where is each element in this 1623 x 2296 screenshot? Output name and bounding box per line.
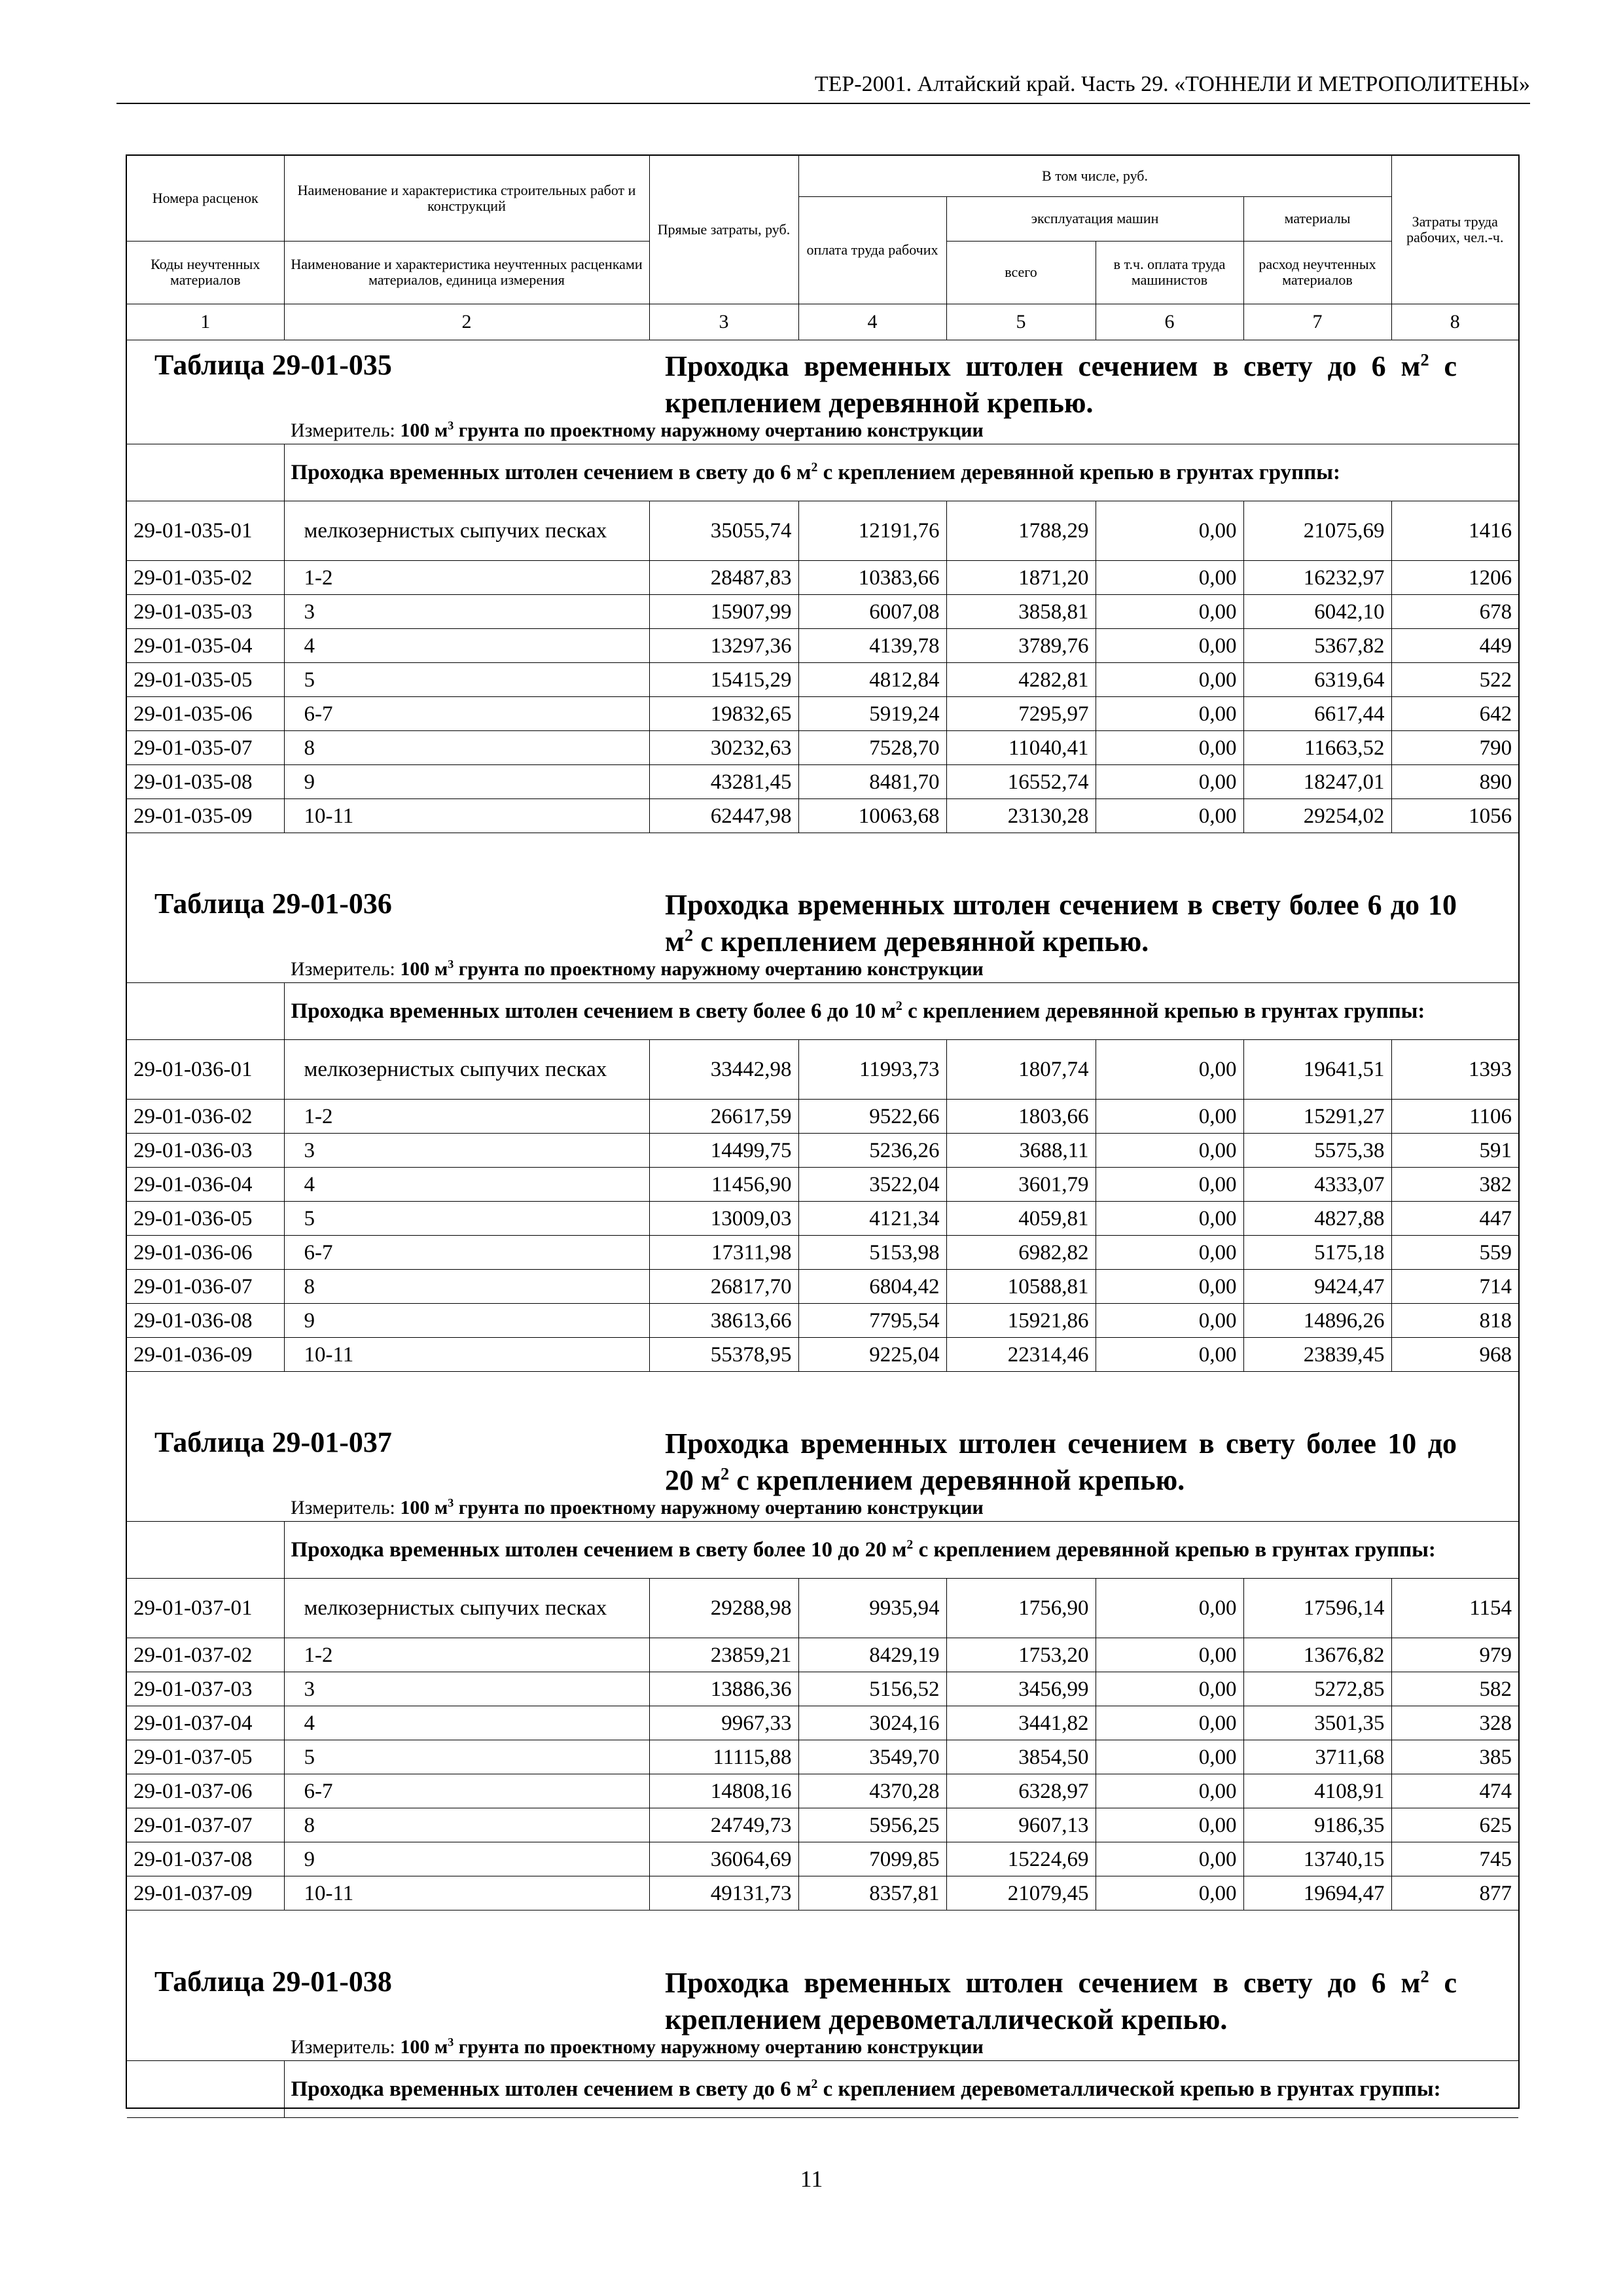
header-num-4: 4: [798, 304, 946, 340]
cell-direct-costs: 49131,73: [649, 1876, 798, 1910]
table-row: [127, 1270, 1518, 1304]
cell-machines-total: 1807,74: [946, 1040, 1096, 1100]
cell-materials: 14896,26: [1243, 1304, 1391, 1338]
cell-materials: 5272,85: [1243, 1672, 1391, 1706]
cell-worker-pay: 5156,52: [798, 1672, 946, 1706]
cell-direct-costs: 19832,65: [649, 697, 798, 731]
cell-worker-pay: 10063,68: [798, 799, 946, 833]
section-title: Проходка временных штолен сечением в свету более 10 до 20 $м^2$ с креплением деревянной крепью.: [665, 1427, 1457, 1496]
group-caption: Проходка временных штолен сечением в свету до 6 $м^2$ с креплением деревянной крепью в грунтах группы:: [284, 444, 1518, 501]
cell-operator-pay: 0,00: [1096, 1100, 1243, 1134]
price-table: [126, 154, 1520, 2109]
header-num-1: 1: [127, 304, 284, 340]
cell-materials: 11663,52: [1243, 731, 1391, 765]
cell-rate-code: 29-01-036-09: [127, 1338, 284, 1372]
header-machines-total: всего: [946, 241, 1096, 304]
cell-labor-costs: 714: [1391, 1270, 1518, 1304]
cell-machines-total: 22314,46: [946, 1338, 1096, 1372]
cell-direct-costs: 30232,63: [649, 731, 798, 765]
cell-labor-costs: 522: [1391, 663, 1518, 697]
cell-worker-pay: 3549,70: [798, 1740, 946, 1774]
section-number: Таблица 29-01-035: [154, 349, 392, 381]
cell-rate-code: 29-01-037-09: [127, 1876, 284, 1910]
cell-materials: 17596,14: [1243, 1579, 1391, 1638]
cell-direct-costs: 14808,16: [649, 1774, 798, 1808]
cell-soil-group: 4: [284, 1706, 649, 1740]
cell-worker-pay: 6007,08: [798, 595, 946, 629]
cell-rate-code: 29-01-035-07: [127, 731, 284, 765]
header-work-name: Наименование и характеристика строительных работ и конструкций: [284, 156, 649, 241]
cell-labor-costs: 790: [1391, 731, 1518, 765]
cell-direct-costs: 26617,59: [649, 1100, 798, 1134]
cell-operator-pay: 0,00: [1096, 1236, 1243, 1270]
cell-machines-total: 7295,97: [946, 697, 1096, 731]
cell-machines-total: 3854,50: [946, 1740, 1096, 1774]
cell-direct-costs: 55378,95: [649, 1338, 798, 1372]
cell-soil-group: 9: [284, 1304, 649, 1338]
header-labor-costs: Затраты труда рабочих, чел.-ч.: [1391, 156, 1518, 304]
cell-soil-group: 8: [284, 1808, 649, 1842]
cell-operator-pay: 0,00: [1096, 1134, 1243, 1168]
cell-labor-costs: 890: [1391, 765, 1518, 799]
cell-direct-costs: 13297,36: [649, 629, 798, 663]
cell-machines-total: 21079,45: [946, 1876, 1096, 1910]
cell-labor-costs: 678: [1391, 595, 1518, 629]
column-header: [127, 156, 1518, 340]
cell-machines-total: 3789,76: [946, 629, 1096, 663]
cell-materials: 23839,45: [1243, 1338, 1391, 1372]
rates-table: [127, 444, 1518, 833]
cell-operator-pay: 0,00: [1096, 501, 1243, 561]
table-row: [127, 1842, 1518, 1876]
cell-direct-costs: 38613,66: [649, 1304, 798, 1338]
cell-operator-pay: 0,00: [1096, 595, 1243, 629]
cell-machines-total: 11040,41: [946, 731, 1096, 765]
cell-operator-pay: 0,00: [1096, 1672, 1243, 1706]
cell-soil-group: 5: [284, 1202, 649, 1236]
cell-materials: 6319,64: [1243, 663, 1391, 697]
section-number: Таблица 29-01-036: [154, 888, 392, 920]
cell-direct-costs: 14499,75: [649, 1134, 798, 1168]
cell-operator-pay: 0,00: [1096, 765, 1243, 799]
table-row: [127, 1774, 1518, 1808]
cell-materials: 3711,68: [1243, 1740, 1391, 1774]
cell-direct-costs: 36064,69: [649, 1842, 798, 1876]
cell-materials: 19641,51: [1243, 1040, 1391, 1100]
cell-direct-costs: 35055,74: [649, 501, 798, 561]
cell-direct-costs: 11115,88: [649, 1740, 798, 1774]
cell-worker-pay: 7795,54: [798, 1304, 946, 1338]
cell-labor-costs: 1056: [1391, 799, 1518, 833]
cell-operator-pay: 0,00: [1096, 1202, 1243, 1236]
cell-labor-costs: 385: [1391, 1740, 1518, 1774]
cell-operator-pay: 0,00: [1096, 1876, 1243, 1910]
section-heading: [141, 340, 1516, 419]
cell-soil-group: 6-7: [284, 1774, 649, 1808]
cell-machines-total: 3441,82: [946, 1706, 1096, 1740]
cell-labor-costs: 1106: [1391, 1100, 1518, 1134]
cell-rate-code: 29-01-035-09: [127, 799, 284, 833]
cell-materials: 9186,35: [1243, 1808, 1391, 1842]
cell-machines-total: 3456,99: [946, 1672, 1096, 1706]
cell-machines-total: 1788,29: [946, 501, 1096, 561]
cell-labor-costs: 449: [1391, 629, 1518, 663]
cell-direct-costs: 9967,33: [649, 1706, 798, 1740]
cell-labor-costs: 474: [1391, 1774, 1518, 1808]
cell-machines-total: 4282,81: [946, 663, 1096, 697]
cell-rate-code: 29-01-035-06: [127, 697, 284, 731]
cell-rate-code: 29-01-037-07: [127, 1808, 284, 1842]
cell-worker-pay: 5956,25: [798, 1808, 946, 1842]
cell-operator-pay: 0,00: [1096, 1774, 1243, 1808]
measure-unit: Измеритель: 100 $м^3$ грунта по проектному наружному очертанию конструкции: [291, 1496, 984, 1518]
cell-worker-pay: 5236,26: [798, 1134, 946, 1168]
table-row: [127, 1808, 1518, 1842]
cell-materials: 5575,38: [1243, 1134, 1391, 1168]
cell-machines-total: 4059,81: [946, 1202, 1096, 1236]
cell-labor-costs: 1416: [1391, 501, 1518, 561]
table-row: [127, 1638, 1518, 1672]
cell-operator-pay: 0,00: [1096, 1338, 1243, 1372]
cell-rate-code: 29-01-037-06: [127, 1774, 284, 1808]
table-row: [127, 1672, 1518, 1706]
table-row: [127, 1740, 1518, 1774]
group-row: [127, 1522, 1518, 1579]
cell-labor-costs: 877: [1391, 1876, 1518, 1910]
table-row: [127, 1168, 1518, 1202]
cell-materials: 3501,35: [1243, 1706, 1391, 1740]
cell-labor-costs: 625: [1391, 1808, 1518, 1842]
cell-direct-costs: 17311,98: [649, 1236, 798, 1270]
cell-operator-pay: 0,00: [1096, 731, 1243, 765]
cell-labor-costs: 1206: [1391, 561, 1518, 595]
cell-materials: 13740,15: [1243, 1842, 1391, 1876]
cell-worker-pay: 4812,84: [798, 663, 946, 697]
rates-table: [127, 2060, 1518, 2118]
cell-rate-code: 29-01-037-04: [127, 1706, 284, 1740]
table-row: [127, 1338, 1518, 1372]
cell-operator-pay: 0,00: [1096, 1808, 1243, 1842]
header-material-name: Наименование и характеристика неучтенных расценками материалов, единица измерения: [284, 241, 649, 304]
cell-worker-pay: 9935,94: [798, 1579, 946, 1638]
cell-worker-pay: 8481,70: [798, 765, 946, 799]
cell-materials: 15291,27: [1243, 1100, 1391, 1134]
measure-unit: Измеритель: 100 $м^3$ грунта по проектному наружному очертанию конструкции: [291, 2036, 984, 2058]
cell-machines-total: 1756,90: [946, 1579, 1096, 1638]
cell-direct-costs: 33442,98: [649, 1040, 798, 1100]
cell-machines-total: 1753,20: [946, 1638, 1096, 1672]
group-caption: Проходка временных штолен сечением в свету до 6 $м^2$ с креплением деревометаллической крепью в грунтах группы:: [284, 2061, 1518, 2118]
cell-operator-pay: 0,00: [1096, 1270, 1243, 1304]
cell-worker-pay: 3024,16: [798, 1706, 946, 1740]
table-row: [127, 1876, 1518, 1910]
cell-rate-code: 29-01-036-08: [127, 1304, 284, 1338]
cell-labor-costs: 745: [1391, 1842, 1518, 1876]
cell-materials: 5367,82: [1243, 629, 1391, 663]
cell-soil-group: 3: [284, 1134, 649, 1168]
cell-rate-code: 29-01-037-08: [127, 1842, 284, 1876]
section-number: Таблица 29-01-037: [154, 1426, 392, 1458]
section-title: Проходка временных штолен сечением в свету до 6 $м^2$ с креплением деревянной крепью.: [665, 350, 1457, 419]
table-row: [127, 663, 1518, 697]
cell-soil-group: 6-7: [284, 1236, 649, 1270]
cell-materials: 4827,88: [1243, 1202, 1391, 1236]
table-row: [127, 501, 1518, 561]
group-row: [127, 2061, 1518, 2118]
cell-rate-code: 29-01-037-03: [127, 1672, 284, 1706]
cell-direct-costs: 24749,73: [649, 1808, 798, 1842]
group-row: [127, 983, 1518, 1040]
header-rate-number: Номера расценок: [127, 156, 284, 241]
section-title: Проходка временных штолен сечением в свету более 6 до 10 $м^2$ с креплением деревянной крепью.: [665, 889, 1457, 958]
table-row: [127, 1040, 1518, 1100]
section-number: Таблица 29-01-038: [154, 1965, 392, 1998]
header-materials: материалы: [1243, 196, 1391, 241]
cell-direct-costs: 28487,83: [649, 561, 798, 595]
cell-operator-pay: 0,00: [1096, 1579, 1243, 1638]
cell-direct-costs: 11456,90: [649, 1168, 798, 1202]
cell-materials: 9424,47: [1243, 1270, 1391, 1304]
cell-labor-costs: 968: [1391, 1338, 1518, 1372]
cell-soil-group: 10-11: [284, 1876, 649, 1910]
table-row: [127, 595, 1518, 629]
cell-machines-total: 3688,11: [946, 1134, 1096, 1168]
cell-soil-group: 8: [284, 1270, 649, 1304]
cell-machines-total: 3601,79: [946, 1168, 1096, 1202]
cell-labor-costs: 642: [1391, 697, 1518, 731]
cell-machines-total: 6982,82: [946, 1236, 1096, 1270]
cell-direct-costs: 13886,36: [649, 1672, 798, 1706]
table-row: [127, 561, 1518, 595]
cell-labor-costs: 591: [1391, 1134, 1518, 1168]
cell-worker-pay: 7099,85: [798, 1842, 946, 1876]
cell-soil-group: 1-2: [284, 1100, 649, 1134]
cell-labor-costs: 1154: [1391, 1579, 1518, 1638]
cell-rate-code: 29-01-036-07: [127, 1270, 284, 1304]
cell-materials: 16232,97: [1243, 561, 1391, 595]
cell-soil-group: мелкозернистых сыпучих песках: [284, 1040, 649, 1100]
page-header: ТЕР-2001. Алтайский край. Часть 29. «ТОННЕЛИ И МЕТРОПОЛИТЕНЫ»: [116, 69, 1530, 104]
cell-materials: 21075,69: [1243, 501, 1391, 561]
cell-labor-costs: 818: [1391, 1304, 1518, 1338]
cell-machines-total: 1871,20: [946, 561, 1096, 595]
cell-rate-code: 29-01-036-01: [127, 1040, 284, 1100]
cell-rate-code: 29-01-036-04: [127, 1168, 284, 1202]
cell-materials: 6042,10: [1243, 595, 1391, 629]
measure-unit: Измеритель: 100 $м^3$ грунта по проектному наружному очертанию конструкции: [291, 958, 984, 980]
cell-operator-pay: 0,00: [1096, 1706, 1243, 1740]
header-num-2: 2: [284, 304, 649, 340]
cell-soil-group: 5: [284, 663, 649, 697]
cell-rate-code: 29-01-036-06: [127, 1236, 284, 1270]
cell-rate-code: 29-01-036-02: [127, 1100, 284, 1134]
cell-worker-pay: 6804,42: [798, 1270, 946, 1304]
cell-operator-pay: 0,00: [1096, 663, 1243, 697]
cell-materials: 6617,44: [1243, 697, 1391, 731]
cell-operator-pay: 0,00: [1096, 1304, 1243, 1338]
cell-machines-total: 9607,13: [946, 1808, 1096, 1842]
cell-operator-pay: 0,00: [1096, 1740, 1243, 1774]
cell-worker-pay: 4370,28: [798, 1774, 946, 1808]
header-num-6: 6: [1096, 304, 1243, 340]
cell-labor-costs: 979: [1391, 1638, 1518, 1672]
header-machines: эксплуатация машин: [946, 196, 1243, 241]
cell-soil-group: 8: [284, 731, 649, 765]
cell-worker-pay: 8357,81: [798, 1876, 946, 1910]
cell-direct-costs: 62447,98: [649, 799, 798, 833]
cell-labor-costs: 1393: [1391, 1040, 1518, 1100]
cell-soil-group: 3: [284, 595, 649, 629]
cell-materials: 4108,91: [1243, 1774, 1391, 1808]
table-row: [127, 1579, 1518, 1638]
cell-soil-group: 1-2: [284, 561, 649, 595]
cell-materials: 4333,07: [1243, 1168, 1391, 1202]
cell-machines-total: 15224,69: [946, 1842, 1096, 1876]
cell-direct-costs: 13009,03: [649, 1202, 798, 1236]
header-including: В том числе, руб.: [798, 156, 1391, 196]
cell-rate-code: 29-01-036-03: [127, 1134, 284, 1168]
cell-rate-code: 29-01-036-05: [127, 1202, 284, 1236]
header-worker-pay: оплата труда рабочих: [798, 196, 946, 304]
group-row: [127, 444, 1518, 501]
cell-operator-pay: 0,00: [1096, 629, 1243, 663]
cell-labor-costs: 382: [1391, 1168, 1518, 1202]
cell-direct-costs: 29288,98: [649, 1579, 798, 1638]
table-row: [127, 1304, 1518, 1338]
cell-worker-pay: 4121,34: [798, 1202, 946, 1236]
rates-table: [127, 982, 1518, 1372]
cell-worker-pay: 11993,73: [798, 1040, 946, 1100]
cell-labor-costs: 559: [1391, 1236, 1518, 1270]
header-unaccounted-materials: расход неучтенных материалов: [1243, 241, 1391, 304]
cell-materials: 18247,01: [1243, 765, 1391, 799]
cell-rate-code: 29-01-037-05: [127, 1740, 284, 1774]
cell-soil-group: 10-11: [284, 1338, 649, 1372]
header-num-7: 7: [1243, 304, 1391, 340]
table-row: [127, 1134, 1518, 1168]
header-num-8: 8: [1391, 304, 1518, 340]
header-operator-pay: в т.ч. оплата труда машинистов: [1096, 241, 1243, 304]
cell-labor-costs: 582: [1391, 1672, 1518, 1706]
table-row: [127, 799, 1518, 833]
cell-rate-code: 29-01-037-02: [127, 1638, 284, 1672]
cell-worker-pay: 10383,66: [798, 561, 946, 595]
group-caption: Проходка временных штолен сечением в свету более 10 до 20 $м^2$ с креплением деревянной крепью в грунтах группы:: [284, 1522, 1518, 1579]
cell-operator-pay: 0,00: [1096, 799, 1243, 833]
header-num-5: 5: [946, 304, 1096, 340]
cell-rate-code: 29-01-035-03: [127, 595, 284, 629]
cell-machines-total: 23130,28: [946, 799, 1096, 833]
cell-soil-group: мелкозернистых сыпучих песках: [284, 1579, 649, 1638]
cell-machines-total: 16552,74: [946, 765, 1096, 799]
cell-soil-group: 3: [284, 1672, 649, 1706]
cell-worker-pay: 12191,76: [798, 501, 946, 561]
section-heading: [141, 1957, 1516, 2036]
cell-soil-group: 9: [284, 765, 649, 799]
cell-rate-code: 29-01-035-01: [127, 501, 284, 561]
cell-machines-total: 1803,66: [946, 1100, 1096, 1134]
table-row: [127, 1706, 1518, 1740]
header-direct-costs: Прямые затраты, руб.: [649, 156, 798, 304]
cell-direct-costs: 15415,29: [649, 663, 798, 697]
cell-operator-pay: 0,00: [1096, 1638, 1243, 1672]
header-num-3: 3: [649, 304, 798, 340]
table-row: [127, 731, 1518, 765]
cell-worker-pay: 5153,98: [798, 1236, 946, 1270]
cell-worker-pay: 5919,24: [798, 697, 946, 731]
cell-soil-group: 1-2: [284, 1638, 649, 1672]
table-row: [127, 1202, 1518, 1236]
cell-worker-pay: 3522,04: [798, 1168, 946, 1202]
cell-worker-pay: 8429,19: [798, 1638, 946, 1672]
cell-materials: 29254,02: [1243, 799, 1391, 833]
cell-machines-total: 10588,81: [946, 1270, 1096, 1304]
cell-soil-group: 9: [284, 1842, 649, 1876]
table-row: [127, 1236, 1518, 1270]
cell-worker-pay: 4139,78: [798, 629, 946, 663]
cell-operator-pay: 0,00: [1096, 1040, 1243, 1100]
table-row: [127, 765, 1518, 799]
cell-operator-pay: 0,00: [1096, 1842, 1243, 1876]
cell-operator-pay: 0,00: [1096, 1168, 1243, 1202]
measure-unit: Измеритель: 100 $м^3$ грунта по проектному наружному очертанию конструкции: [291, 419, 984, 441]
table-row: [127, 1100, 1518, 1134]
page-number: 11: [800, 2166, 823, 2192]
cell-materials: 13676,82: [1243, 1638, 1391, 1672]
cell-soil-group: 4: [284, 629, 649, 663]
cell-worker-pay: 9225,04: [798, 1338, 946, 1372]
rates-table: [127, 1521, 1518, 1910]
cell-rate-code: 29-01-035-04: [127, 629, 284, 663]
cell-worker-pay: 7528,70: [798, 731, 946, 765]
section-heading: [141, 879, 1516, 958]
cell-materials: 5175,18: [1243, 1236, 1391, 1270]
cell-rate-code: 29-01-035-08: [127, 765, 284, 799]
section-heading: [141, 1418, 1516, 1496]
table-row: [127, 697, 1518, 731]
cell-soil-group: мелкозернистых сыпучих песках: [284, 501, 649, 561]
cell-machines-total: 6328,97: [946, 1774, 1096, 1808]
cell-soil-group: 4: [284, 1168, 649, 1202]
cell-machines-total: 3858,81: [946, 595, 1096, 629]
cell-operator-pay: 0,00: [1096, 697, 1243, 731]
header-material-codes: Коды неучтенных материалов: [127, 241, 284, 304]
cell-materials: 19694,47: [1243, 1876, 1391, 1910]
cell-direct-costs: 23859,21: [649, 1638, 798, 1672]
cell-labor-costs: 328: [1391, 1706, 1518, 1740]
cell-machines-total: 15921,86: [946, 1304, 1096, 1338]
group-caption: Проходка временных штолен сечением в свету более 6 до 10 $м^2$ с креплением деревянной крепью в грунтах группы:: [284, 983, 1518, 1040]
cell-rate-code: 29-01-035-02: [127, 561, 284, 595]
cell-direct-costs: 26817,70: [649, 1270, 798, 1304]
cell-soil-group: 6-7: [284, 697, 649, 731]
cell-rate-code: 29-01-037-01: [127, 1579, 284, 1638]
cell-rate-code: 29-01-035-05: [127, 663, 284, 697]
section-title: Проходка временных штолен сечением в свету до 6 $м^2$ с креплением деревометаллической крепью.: [665, 1966, 1457, 2036]
cell-direct-costs: 15907,99: [649, 595, 798, 629]
cell-soil-group: 5: [284, 1740, 649, 1774]
table-row: [127, 629, 1518, 663]
cell-direct-costs: 43281,45: [649, 765, 798, 799]
cell-labor-costs: 447: [1391, 1202, 1518, 1236]
cell-soil-group: 10-11: [284, 799, 649, 833]
cell-operator-pay: 0,00: [1096, 561, 1243, 595]
cell-worker-pay: 9522,66: [798, 1100, 946, 1134]
